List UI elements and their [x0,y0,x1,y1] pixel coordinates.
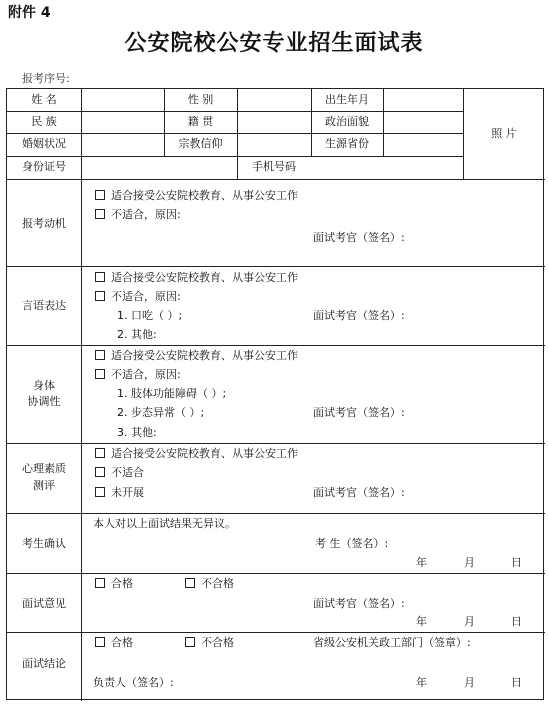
checkbox-icon [95,487,105,497]
body-option-suitable[interactable]: 适合接受公安院校教育、从事公安工作 [95,349,298,362]
checkbox-icon [95,272,105,282]
registration-number-label: 报考序号: [22,72,70,85]
ethnicity-label: 民 族 [31,115,57,128]
motivation-examiner-signature: 面试考官（签名）: [313,231,405,244]
speech-label: 言语表达 [22,299,66,312]
body-reason-limb: 1. 肢体功能障碍（ ）; [117,387,227,400]
marital-status-label: 婚姻状况 [22,137,66,150]
psych-label-line1: 心理素质 [22,462,66,475]
checkbox-icon [185,578,195,588]
psych-option-unsuitable[interactable]: 不适合 [95,466,144,479]
origin-province-label: 生源省份 [325,137,369,150]
speech-reason-stutter: 1. 口吃（ ）; [117,309,183,322]
department-seal: 省级公安机关政工部门（签章）: [313,636,471,649]
conclusion-fail-option[interactable]: 不合格 [185,636,234,649]
name-label: 姓 名 [31,93,57,106]
speech-reason-other: 2. 其他: [117,328,157,341]
confirm-year: 年 [416,556,427,569]
checkbox-icon [95,190,105,200]
conclusion-day: 日 [511,676,522,689]
psych-option-not-conducted[interactable]: 未开展 [95,486,144,499]
id-number-label: 身份证号 [22,160,66,173]
attachment-label: 附件 4 [8,5,51,21]
motivation-option-suitable[interactable]: 适合接受公安院校教育、从事公安工作 [95,189,298,202]
checkbox-icon [185,637,195,647]
opinion-pass-option[interactable]: 合格 [95,577,133,590]
birth-label: 出生年月 [325,93,369,106]
candidate-signature: 考 生（签名）: [315,537,389,550]
opinion-label: 面试意见 [22,597,66,610]
opinion-day: 日 [511,615,522,628]
psych-option-suitable[interactable]: 适合接受公安院校教育、从事公安工作 [95,447,298,460]
gender-label: 性 别 [187,93,214,106]
speech-option-suitable[interactable]: 适合接受公安院校教育、从事公安工作 [95,271,298,284]
motivation-label: 报考动机 [22,217,66,230]
body-examiner-signature: 面试考官（签名）: [313,406,405,419]
confirm-day: 日 [511,556,522,569]
page-title: 公安院校公安专业招生面试表 [124,31,424,56]
checkbox-icon [95,448,105,458]
speech-option-unsuitable[interactable]: 不适合，原因: [95,290,181,303]
opinion-year: 年 [416,615,427,628]
body-reason-other: 3. 其他: [117,426,157,439]
confirm-label: 考生确认 [22,537,66,550]
opinion-examiner-signature: 面试考官（签名）: [313,597,405,610]
phone-label: 手机号码 [252,160,296,173]
opinion-fail-option[interactable]: 不合格 [185,577,234,590]
body-option-unsuitable[interactable]: 不适合，原因: [95,368,181,381]
checkbox-icon [95,350,105,360]
conclusion-label: 面试结论 [22,657,66,670]
photo-label: 照 片 [491,127,517,140]
psych-examiner-signature: 面试考官（签名）: [313,486,405,499]
conclusion-pass-option[interactable]: 合格 [95,636,133,649]
confirm-statement: 本人对以上面试结果无异议。 [93,517,236,530]
checkbox-icon [95,369,105,379]
checkbox-icon [95,637,105,647]
native-place-label: 籍 贯 [187,115,214,128]
confirm-month: 月 [464,556,475,569]
leader-signature: 负责人（签名）: [93,676,174,689]
interview-form-table [6,88,544,700]
religion-label: 宗教信仰 [178,137,223,150]
body-reason-gait: 2. 步态异常（ ）; [117,406,205,419]
body-label-line2: 协调性 [27,395,61,408]
checkbox-icon [95,467,105,477]
psych-label-line2: 测评 [33,479,55,492]
opinion-month: 月 [464,615,475,628]
political-status-label: 政治面貌 [325,115,369,128]
speech-examiner-signature: 面试考官（签名）: [313,309,405,322]
body-label-line1: 身体 [33,379,55,392]
conclusion-year: 年 [416,676,427,689]
checkbox-icon [95,209,105,219]
conclusion-month: 月 [464,676,475,689]
checkbox-icon [95,578,105,588]
checkbox-icon [95,291,105,301]
motivation-option-unsuitable[interactable]: 不适合，原因: [95,208,181,221]
